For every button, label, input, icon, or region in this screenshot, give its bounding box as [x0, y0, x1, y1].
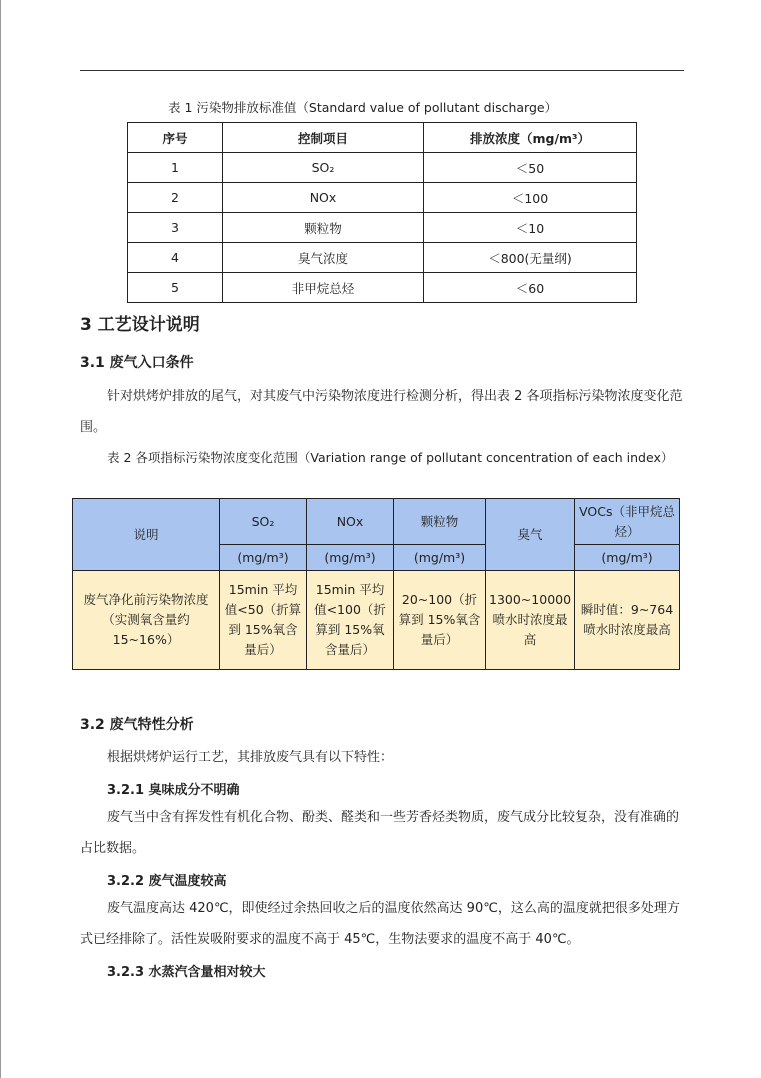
header-desc: 说明: [73, 499, 220, 571]
cell-no: 5: [128, 273, 223, 303]
subsection-title-3-1: 3.1 废气入口条件: [80, 355, 194, 371]
cell-no: 2: [128, 183, 223, 213]
cell-voc: 瞬时值：9~764 喷水时浓度最高: [575, 571, 680, 670]
header-rule: [80, 70, 684, 71]
unit-voc: (mg/m³): [575, 545, 680, 571]
cell-pm: 20~100（折算到 15%氧含量后）: [394, 571, 486, 670]
paragraph-odor-composition: 废气当中含有挥发性有机化合物、酚类、醛类和一些芳香烃类物质，废气成分比较复杂，没有准确的占比数据。: [80, 810, 680, 856]
header-voc: VOCs（非甲烷总烃）: [575, 499, 680, 545]
subsection-title-3-2-2: 3.2.2 废气温度较高: [107, 874, 227, 889]
cell-no: 4: [128, 243, 223, 273]
header-nox: NOx: [307, 499, 394, 545]
table2-caption: 表 2 各项指标污染物浓度变化范围（Variation range of pollutant concentration of each index）: [107, 450, 674, 465]
cell-limit: ＜100: [424, 183, 637, 213]
unit-nox: (mg/m³): [307, 545, 394, 571]
cell-limit: ＜10: [424, 213, 637, 243]
unit-pm: (mg/m³): [394, 545, 486, 571]
cell-item: NOx: [223, 183, 424, 213]
table1-caption: 表 1 污染物排放标准值（Standard value of pollutant discharge）: [168, 100, 558, 115]
table-row: [128, 213, 637, 243]
col-header-limit: 排放浓度（mg/m³）: [424, 123, 637, 153]
pollutant-standard-table: [127, 122, 637, 303]
table-row: [128, 243, 637, 273]
subsection-title-3-2: 3.2 废气特性分析: [80, 717, 194, 733]
cell-item: 臭气浓度: [223, 243, 424, 273]
cell-item: 颗粒物: [223, 213, 424, 243]
col-header-no: 序号: [128, 123, 223, 153]
col-header-item: 控制项目: [223, 123, 424, 153]
table-header-row: [128, 123, 637, 153]
paragraph-inlet-conditions: 针对烘烤炉排放的尾气，对其废气中污染物浓度进行检测分析，得出表 2 各项指标污染物浓度变化范围。: [80, 389, 683, 435]
cell-item: 非甲烷总烃: [223, 273, 424, 303]
cell-odor: 1300~10000 喷水时浓度最高: [486, 571, 575, 670]
cell-limit: ＜800(无量纲): [424, 243, 637, 273]
header-odor: 臭气: [486, 499, 575, 571]
paragraph-characteristics-intro: 根据烘烤炉运行工艺，其排放废气具有以下特性：: [107, 750, 394, 765]
pollutant-range-table: [72, 498, 680, 670]
table-header-row: [73, 499, 680, 545]
cell-nox: 15min 平均值<100（折算到 15%氧含量后）: [307, 571, 394, 670]
paragraph-gas-temperature: 废气温度高达 420℃，即使经过余热回收之后的温度依然高达 90℃，这么高的温度就把很多处理方式已经排除了。活性炭吸附要求的温度不高于 45℃，生物法要求的温度不高于 40℃。: [80, 901, 680, 947]
cell-limit: ＜50: [424, 153, 637, 183]
cell-limit: ＜60: [424, 273, 637, 303]
cell-no: 3: [128, 213, 223, 243]
table-row: [128, 183, 637, 213]
subsection-title-3-2-1: 3.2.1 臭味成分不明确: [107, 783, 240, 798]
cell-item: SO₂: [223, 153, 424, 183]
unit-so2: (mg/m³): [220, 545, 307, 571]
subsection-title-3-2-3: 3.2.3 水蒸汽含量相对较大: [107, 965, 266, 980]
table-row: [128, 273, 637, 303]
header-so2: SO₂: [220, 499, 307, 545]
cell-no: 1: [128, 153, 223, 183]
table-row: [73, 571, 680, 670]
page-left-border: [0, 0, 1, 1078]
cell-so2: 15min 平均值<50（折算到 15%氧含量后）: [220, 571, 307, 670]
table-row: [128, 153, 637, 183]
cell-desc: 废气净化前污染物浓度（实测氧含量约 15~16%）: [73, 571, 220, 670]
header-pm: 颗粒物: [394, 499, 486, 545]
section-title: 3 工艺设计说明: [80, 315, 200, 335]
